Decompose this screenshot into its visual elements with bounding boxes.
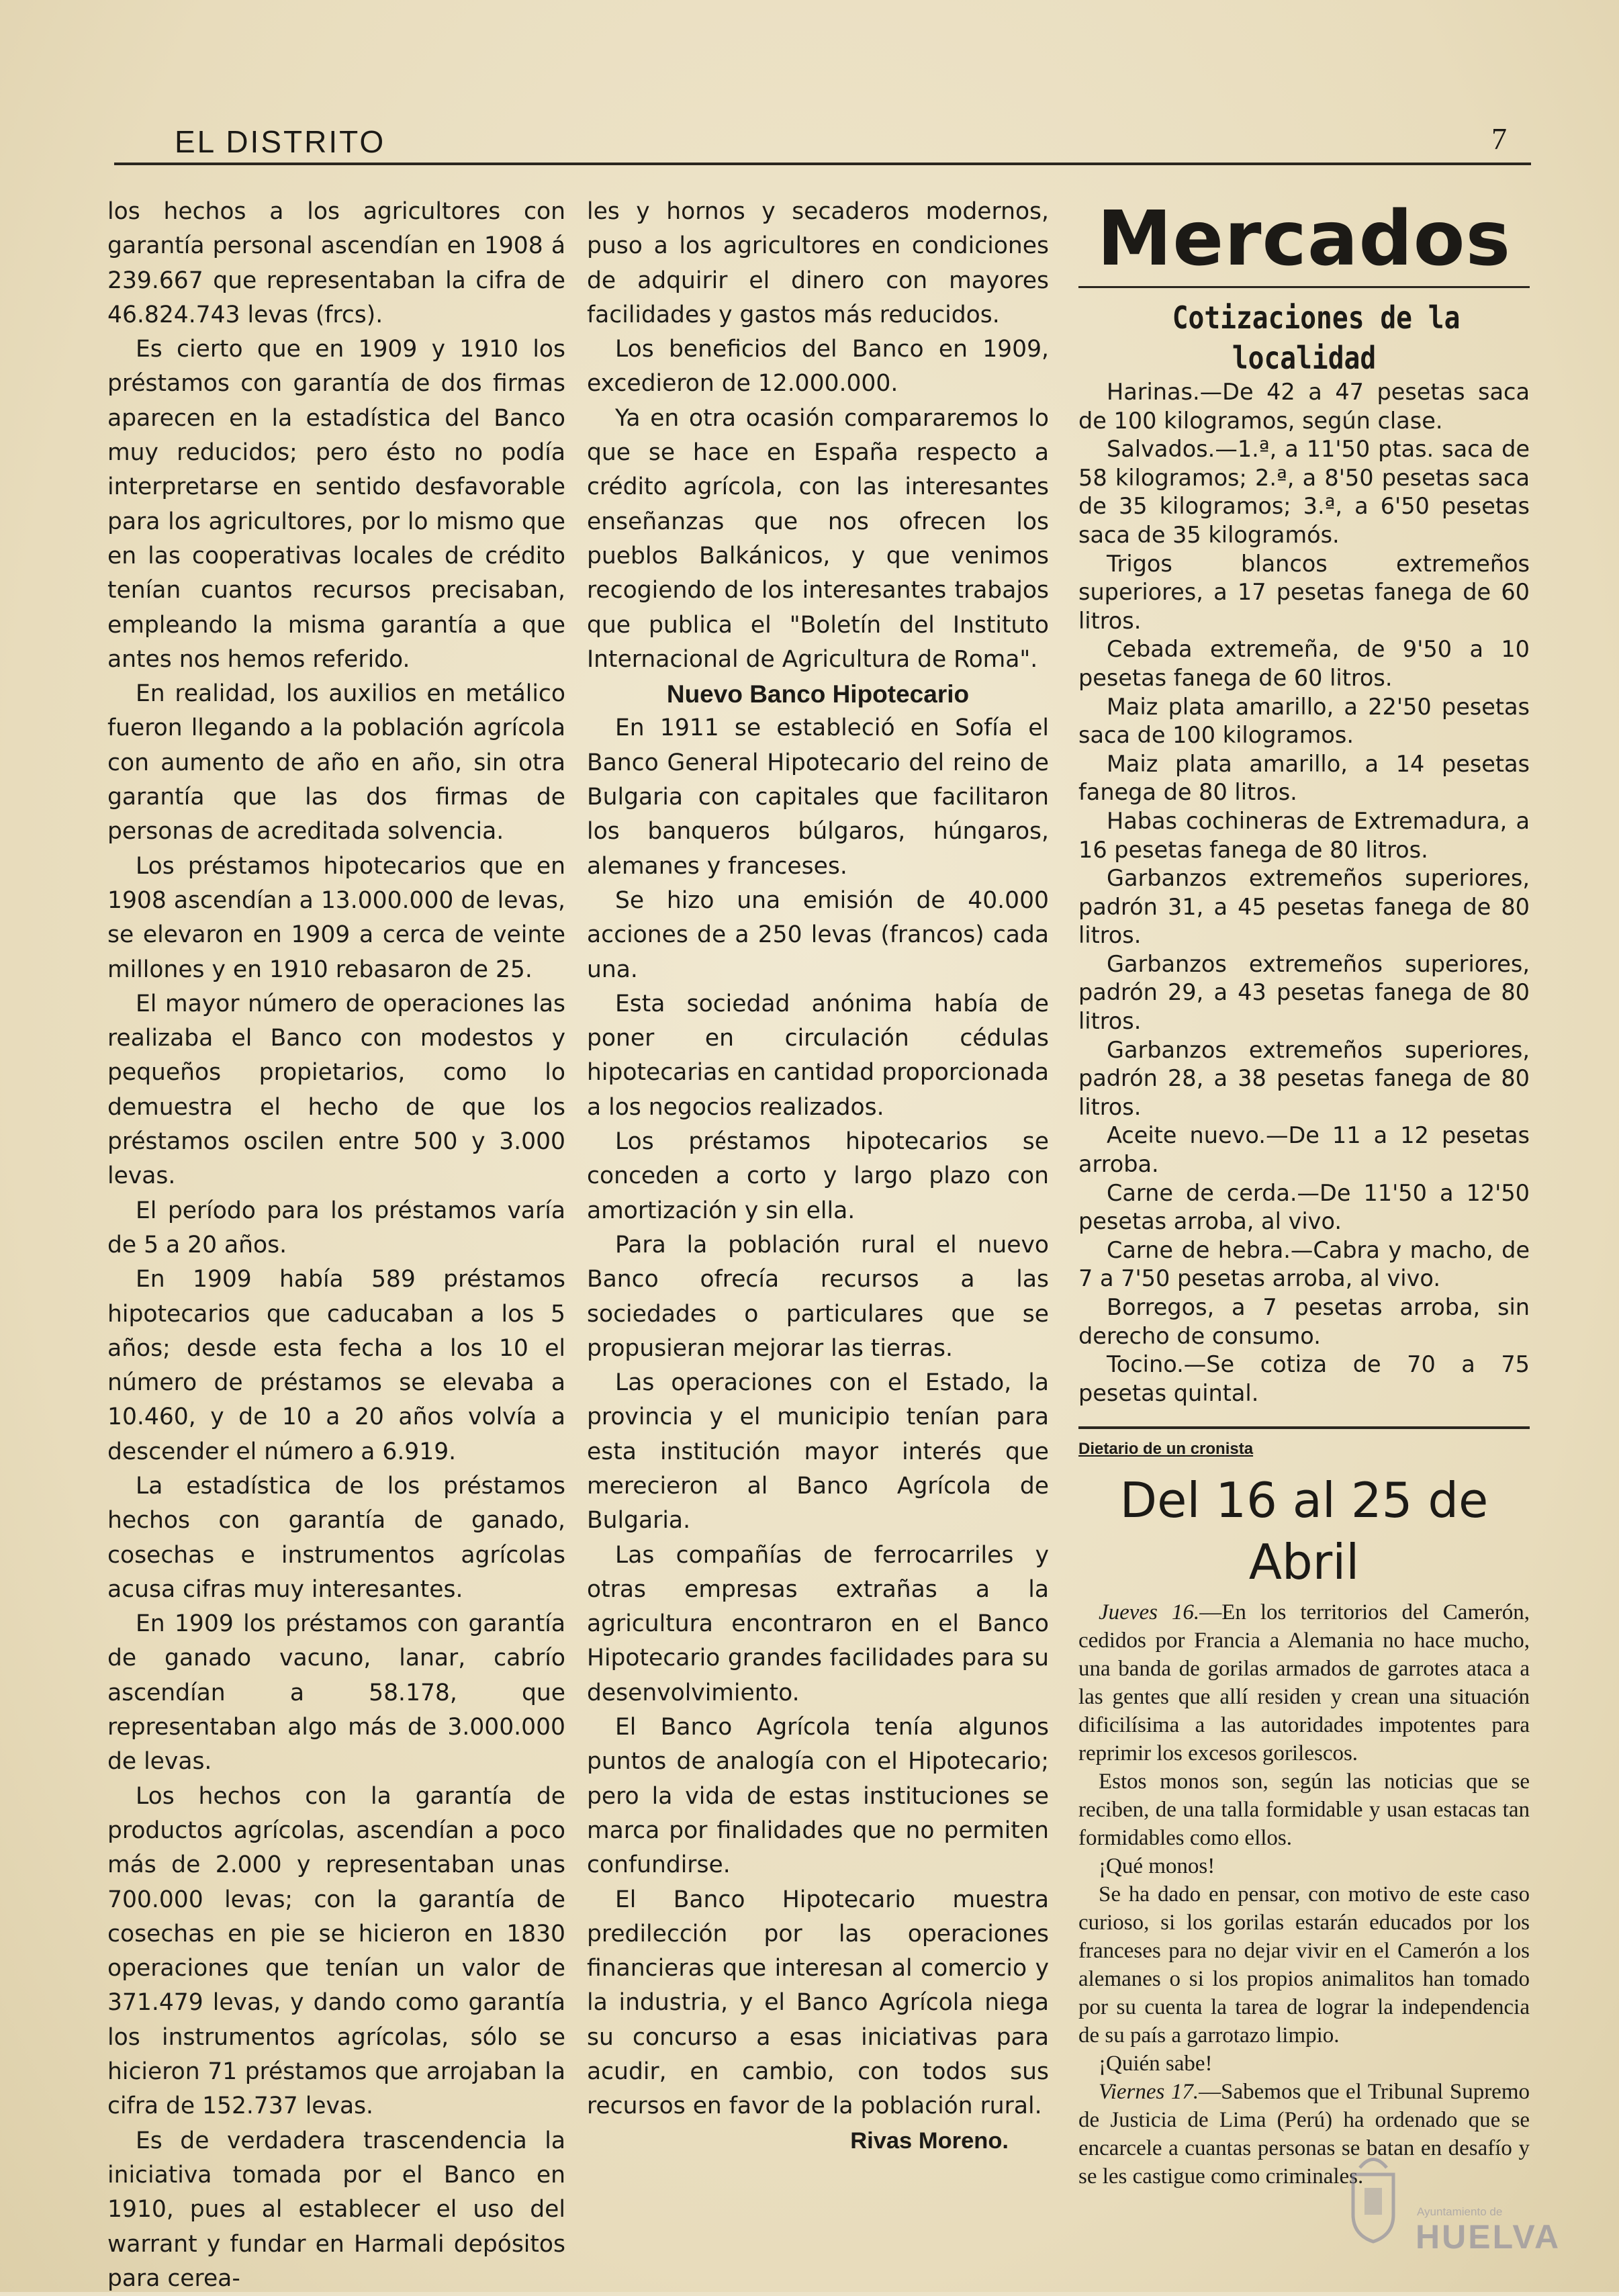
market-quote: Maiz plata amarillo, a 14 pesetas fanega de 80 litros. xyxy=(1078,750,1530,806)
column-left xyxy=(107,195,565,2296)
newspaper-name: EL DISTRITO xyxy=(175,124,386,159)
diario-entry xyxy=(1078,2050,1530,2078)
paragraph: Para la población rural el nuevo Banco ofrecía recursos a las sociedades o particulares que se propusieran mejorar las tierras. xyxy=(587,1231,1049,1362)
paragraph: El Banco Hipotecario muestra predilección por las operaciones financieras que interesan al comercio y la industria, y el Banco Agrícola niega su concurso a esas iniciativas para acudir, en cambio, con todos sus recursos en favor de la población rural. xyxy=(587,1886,1049,2120)
paragraph: Es cierto que en 1909 y 1910 los préstamos con garantía de dos firmas aparecen en la estadística del Banco muy reducidos; pero ésto no podía interpretarse en sentido desfavorable para los agricultores, por lo mismo que en las cooperativas locales de crédito tenían cuantos recursos precisaban, empleando la misma garantía a que antes nos hemos referido. xyxy=(107,336,565,673)
paragraph: Los beneficios del Banco en 1909, excedieron de 12.000.000. xyxy=(587,336,1049,398)
paragraph: El período para los préstamos varía de 5 a 20 años. xyxy=(107,1197,565,1258)
market-quote: Trigos blancos extremeños superiores, a 17 pesetas fanega de 60 litros. xyxy=(1078,550,1530,634)
diario-text: —En los territorios del Camerón, cedidos por Francia a Alemania no hace mucho, una banda de gorilas armados de garrotes ataca a las gentes que allí residen y crean una situación dificilísima a las autoridades impotentes para reprimir los excesos gorilescos. xyxy=(1078,1600,1530,1765)
market-quote: Salvados.—1.ª, a 11'50 ptas. saca de 58 kilogramos; 2.ª, a 8'50 pesetas saca de 35 kilogramos; 3.ª, a 6'50 pesetas saca de 35 kilogramós. xyxy=(1078,436,1530,548)
market-quote: Harinas.—De 42 a 47 pesetas saca de 100 kilogramos, según clase. xyxy=(1078,379,1530,434)
markets-title: Mercados xyxy=(1097,195,1512,283)
article-continuation xyxy=(587,195,1049,677)
archive-stamp xyxy=(1343,2148,1561,2256)
markets-subtitle: Cotizaciones de la localidad xyxy=(1172,300,1461,376)
diario-text: —Sabemos que el Tribunal Supremo de Justicia de Lima (Perú) ha ordenado que se encarcele a cuantas personas se batan en desafío y se les castigue como criminales. xyxy=(1078,2079,1530,2189)
market-quote: Tocino.—Se cotiza de 70 a 75 pesetas quintal. xyxy=(1078,1351,1530,1406)
diario-entry xyxy=(1078,1598,1530,1767)
paragraph: Las compañías de ferrocarriles y otras empresas extrañas a la agricultura encontraron en el Banco Hipotecario grandes facilidades para su desenvolvimiento. xyxy=(587,1541,1049,1706)
diario-title: Del 16 al 25 de Abril xyxy=(1119,1471,1489,1590)
page-number: 7 xyxy=(1491,122,1507,156)
paragraph: les y hornos y secaderos modernos, puso a los agricultores en condiciones de adquirir el dinero con mayores facilidades y gastos más reducidos. xyxy=(587,198,1049,328)
diario-text: ¡Quién sabe! xyxy=(1099,2051,1213,2076)
market-quote: Borregos, a 7 pesetas arroba, sin derecho de consumo. xyxy=(1078,1294,1530,1349)
market-quote: Cebada extremeña, de 9'50 a 10 pesetas fanega de 60 litros. xyxy=(1078,636,1530,691)
market-quote: Garbanzos extremeños superiores, padrón 29, a 43 pesetas fanega de 80 litros. xyxy=(1078,950,1530,1035)
diario-text: ¡Qué monos! xyxy=(1099,1853,1215,1878)
diario-text: Estos monos son, según las noticias que se reciben, de una talla formidable y usan estacas tan formidables como ellos. xyxy=(1078,1769,1530,1850)
markets-rule xyxy=(1078,286,1530,288)
diario-text: Se ha dado en pensar, con motivo de este caso curioso, si los gorilas estarán educados por los franceses para no dejar vivir en el Camerón a los alemanes o si los propios animalitos han tomado por su cuenta la tarea de lograr la independencia de su país a garrotazo limpio. xyxy=(1078,1882,1530,2048)
paragraph: La estadística de los préstamos hechos con garantía de ganado, cosechas e instrumentos agrícolas acusa cifras muy interesantes. xyxy=(107,1472,565,1603)
market-quote: Habas cochineras de Extremadura, a 16 pesetas fanega de 80 litros. xyxy=(1078,807,1530,863)
paragraph: los hechos a los agricultores con garantía personal ascendían en 1908 á 239.667 que representaban la cifra de 46.824.743 levas (frcs). xyxy=(107,198,565,328)
market-quote: Maiz plata amarillo, a 22'50 pesetas saca de 100 kilogramos. xyxy=(1078,693,1530,749)
diario-day: Viernes 17. xyxy=(1099,2079,1199,2104)
paragraph: Los hechos con la garantía de productos agrícolas, ascendían a poco más de 2.000 y representaban unas 700.000 levas; con la garantía de cosechas en pie se hicieron en 1830 operaciones que tenían un valor de 371.479 levas, y dando como garantía los instrumentos agrícolas, sólo se hicieron 71 préstamos que arrojaban la cifra de 152.737 levas. xyxy=(107,1782,565,2120)
page-header xyxy=(114,120,1531,165)
diario-entry xyxy=(1078,1767,1530,1852)
paragraph: Los préstamos hipotecarios que en 1908 ascendían a 13.000.000 de levas, se elevaron en 1909 a cerca de veinte millones y en 1910 rebasaron de 25. xyxy=(107,852,565,983)
diario-entry xyxy=(1078,1852,1530,1880)
market-quote: Garbanzos extremeños superiores, padrón 28, a 38 pesetas fanega de 80 litros. xyxy=(1078,1036,1530,1120)
paragraph: El Banco Agrícola tenía algunos puntos de analogía con el Hipotecario; pero la vida de estas instituciones se marca por finalidades que no permiten confundirse. xyxy=(587,1714,1049,1879)
market-quote: Aceite nuevo.—De 11 a 12 pesetas arroba. xyxy=(1078,1122,1530,1178)
paragraph: El mayor número de operaciones las realizaba el Banco con modestos y pequeños propietarios, como lo demuestra el hecho de que los préstamos oscilen entre 500 y 3.000 levas. xyxy=(107,990,565,1190)
stamp-small-text: Ayuntamiento de xyxy=(1417,2205,1503,2218)
market-quote: Carne de hebra.—Cabra y macho, de 7 a 7'50 pesetas arroba, al vivo. xyxy=(1078,1236,1530,1292)
paragraph: Ya en otra ocasión compararemos lo que se hace en España respecto a crédito agrícola, con las interesantes enseñanzas que nos ofrecen los pueblos Balkánicos, y que venimos recogiendo de los interesantes trabajos que publica el "Boletín del Instituto Internacional de Agricultura de Roma". xyxy=(587,404,1049,673)
diario-label: Dietario de un cronista xyxy=(1078,1440,1254,1459)
diario-entry xyxy=(1078,1880,1530,2050)
market-quote: Carne de cerda.—De 11'50 a 12'50 pesetas arroba, al vivo. xyxy=(1078,1179,1530,1235)
paragraph: En realidad, los auxilios en metálico fueron llegando a la población agrícola con aumento de año en año, sin otra garantía que las dos firmas de personas de acreditada solvencia. xyxy=(107,680,565,845)
market-quotes-list xyxy=(1078,378,1530,1408)
diario-entries xyxy=(1078,1598,1530,2191)
section-divider xyxy=(1078,1426,1530,1429)
paragraph: Las operaciones con el Estado, la provincia y el municipio tenían para esta institución mayor interés que merecieron al Banco Agrícola de Bulgaria. xyxy=(587,1369,1049,1534)
article-body xyxy=(587,711,1049,2123)
paragraph: Esta sociedad anónima había de poner en circulación cédulas hipotecarias en cantidad proporcionada a los negocios realizados. xyxy=(587,990,1049,1121)
stamp-city: HUELVA xyxy=(1416,2218,1561,2256)
paragraph: En 1911 se estableció en Sofía el Banco General Hipotecario del reino de Bulgaria con capitales que facilitaron los banqueros búlgaros, húngaros, alemanes y franceses. xyxy=(587,715,1049,880)
paragraph: En 1909 había 589 préstamos hipotecarios que caducaban a los 5 años; desde esta fecha a los 10 el número de préstamos se elevaba a 10.460, y de 10 a 20 años volvía a descender el número a 6.919. xyxy=(107,1266,565,1465)
article-subheading: Nuevo Banco Hipotecario xyxy=(666,680,970,708)
paragraph: Se hizo una emisión de 40.000 acciones de a 250 levas (francos) cada una. xyxy=(587,886,1049,983)
column-right xyxy=(1078,195,1530,2191)
market-quote: Garbanzos extremeños superiores, padrón 31, a 45 pesetas fanega de 80 litros. xyxy=(1078,865,1530,949)
paragraph: En 1909 los préstamos con garantía de ganado vacuno, lanar, cabrío ascendían a 58.178, que representaban algo más de 3.000.000 de levas. xyxy=(107,1610,565,1776)
coat-of-arms-icon xyxy=(1343,2148,1403,2248)
diario-day: Jueves 16. xyxy=(1099,1600,1200,1624)
paragraph: Los préstamos hipotecarios se conceden a corto y largo plazo con amortización y sin ella. xyxy=(587,1128,1049,1224)
column-middle xyxy=(587,195,1049,2158)
paragraph: Es de verdadera trascendencia la iniciativa tomada por el Banco en 1910, pues al establecer el uso del warrant y fundar en Harmali depósitos para cerea- xyxy=(107,2127,565,2292)
article-signature: Rivas Moreno. xyxy=(850,2127,1009,2154)
